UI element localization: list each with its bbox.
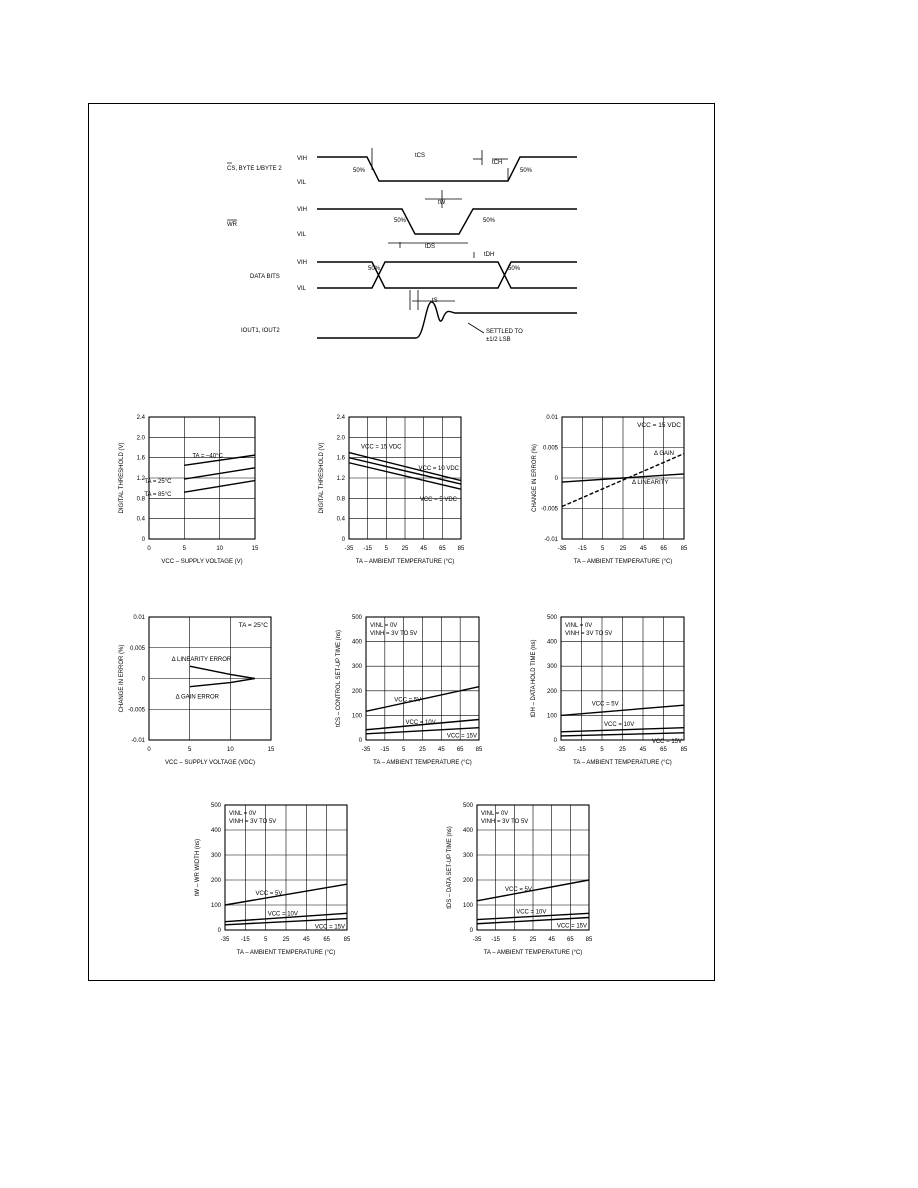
- x-axis-label: TA – AMBIENT TEMPERATURE (°C): [573, 559, 673, 565]
- y-tick-label: 0.8: [336, 496, 345, 503]
- x-tick-label: 85: [680, 747, 688, 753]
- x-tick-label: -15: [577, 747, 586, 753]
- chart-note-2: VINH = 3V TO 5V: [565, 631, 613, 637]
- x-tick-label: -15: [491, 937, 501, 943]
- series-label: VCC = 5 VDC: [419, 497, 457, 504]
- chart-note-1: VINL = 0V: [565, 623, 593, 629]
- series-label: VCC = 15V: [314, 924, 345, 931]
- chart-4: [119, 615, 275, 766]
- y-tick-label: 500: [351, 615, 362, 621]
- y-tick-label: 400: [546, 639, 557, 646]
- x-axis-label: TA – AMBIENT TEMPERATURE (°C): [573, 760, 672, 766]
- x-tick-label: -15: [240, 937, 250, 943]
- y-tick-label: 200: [546, 688, 557, 695]
- chart-8: [447, 803, 593, 956]
- x-tick-label: 45: [437, 747, 445, 753]
- y-tick-label: 1.2: [336, 476, 345, 482]
- x-tick-label: 15: [267, 747, 275, 753]
- series-label: VCC = 15V: [556, 923, 587, 930]
- y-tick-label: 100: [546, 713, 557, 720]
- y-tick-label: 1.6: [136, 455, 145, 462]
- wr-vil-label: VIL: [297, 232, 307, 238]
- tds-label: tDS: [425, 244, 436, 250]
- x-axis-label: TA – AMBIENT TEMPERATURE (°C): [355, 559, 455, 565]
- ts-label: tS: [432, 298, 438, 304]
- y-tick-label: 400: [351, 639, 362, 646]
- x-tick-label: -15: [577, 546, 587, 552]
- y-tick-label: 0: [141, 676, 145, 683]
- x-tick-label: 15: [251, 546, 259, 552]
- tdh-label: tDH: [484, 252, 495, 258]
- series-label: TA = 85°C: [144, 492, 172, 499]
- y-tick-label: 0: [554, 476, 558, 482]
- data-signal-label: DATA BITS: [250, 274, 280, 280]
- y-tick-label: 0.8: [136, 496, 145, 503]
- x-tick-label: 5: [187, 747, 192, 753]
- y-tick-label: 0.005: [542, 445, 558, 452]
- settled-label-1: SETTLED TO: [486, 329, 523, 335]
- x-tick-label: 25: [419, 747, 426, 753]
- y-tick-label: 300: [351, 664, 362, 671]
- chart-2: [319, 415, 465, 565]
- series-label: VCC = 15V: [446, 733, 477, 740]
- x-tick-label: 0: [147, 546, 151, 552]
- y-tick-label: -0.01: [544, 537, 558, 543]
- x-tick-label: 85: [585, 937, 593, 943]
- y-tick-label: 100: [462, 903, 473, 909]
- pct-label-3: 50%: [394, 218, 407, 224]
- x-tick-label: -35: [220, 937, 230, 943]
- x-tick-label: 65: [438, 546, 446, 552]
- x-tick-label: -35: [556, 747, 566, 753]
- y-tick-label: 0: [341, 537, 345, 543]
- chart-5: [336, 615, 483, 766]
- y-tick-label: 2.4: [336, 415, 345, 421]
- x-tick-label: 25: [282, 937, 290, 943]
- data-vil-label: VIL: [297, 286, 307, 292]
- y-axis-label: tDS – DATA SET-UP TIME (ns): [447, 826, 453, 909]
- y-tick-label: 0.4: [136, 516, 145, 523]
- y-axis-label: DIGITAL THRESHOLD (V): [119, 442, 125, 514]
- series-label: Δ GAIN: [654, 451, 675, 457]
- pct-label-1: 50%: [353, 168, 366, 174]
- wr-vih-label: VIH: [297, 207, 308, 213]
- y-tick-label: 0: [217, 928, 221, 934]
- settled-label-2: ±1/2 LSB: [486, 337, 511, 343]
- chart-title: TA = 25°C: [238, 622, 268, 629]
- x-axis-label: VCC – SUPPLY VOLTAGE (VDC): [165, 760, 255, 766]
- x-tick-label: 25: [401, 546, 409, 552]
- x-tick-label: -35: [344, 546, 354, 552]
- series-label: TA = 25°C: [144, 479, 172, 486]
- x-tick-label: 10: [226, 747, 234, 753]
- chart-note-1: VINL = 0V: [229, 811, 257, 817]
- x-tick-label: 85: [457, 546, 465, 552]
- x-tick-label: -15: [363, 546, 373, 552]
- y-axis-label: tW – WR WIDTH (ns): [195, 838, 201, 897]
- series-label: Δ GAIN ERROR: [175, 694, 220, 701]
- y-tick-label: 500: [210, 803, 221, 809]
- chart-note-2: VINH = 3V TO 5V: [370, 631, 418, 637]
- tch-label: tCH: [492, 160, 503, 166]
- chart-note-2: VINH = 3V TO 5V: [229, 819, 277, 825]
- x-tick-label: 45: [548, 937, 556, 943]
- x-tick-label: 85: [475, 747, 483, 753]
- x-axis-label: TA – AMBIENT TEMPERATURE (°C): [236, 950, 336, 956]
- y-tick-label: 0.01: [546, 415, 558, 421]
- tcs-label: tCS: [415, 153, 426, 159]
- y-axis-label: CHANGE IN ERROR (%): [532, 444, 538, 512]
- x-tick-label: 45: [639, 747, 647, 753]
- series-label: VCC = 5V: [505, 886, 532, 893]
- chart-title: VCC = 15 VDC: [637, 422, 681, 429]
- y-tick-label: 100: [351, 713, 362, 720]
- y-tick-label: 200: [462, 878, 473, 884]
- x-tick-label: 45: [420, 546, 428, 552]
- x-tick-label: 45: [639, 546, 647, 552]
- x-tick-label: 65: [566, 937, 574, 943]
- x-tick-label: 85: [343, 937, 351, 943]
- series-label: Δ LINEARITY ERROR: [171, 657, 232, 664]
- x-tick-label: 45: [302, 937, 310, 943]
- series-label: VCC = 5V: [394, 697, 422, 704]
- x-axis-label: TA – AMBIENT TEMPERATURE (°C): [483, 950, 583, 956]
- chart-note-1: VINL = 0V: [370, 623, 398, 629]
- y-tick-label: 2.0: [336, 435, 345, 442]
- chart-3: [532, 415, 688, 565]
- series-label: VCC = 5V: [255, 891, 283, 897]
- series-label: Δ LINEARITY: [632, 479, 669, 486]
- y-tick-label: 100: [210, 903, 221, 909]
- x-tick-label: 65: [323, 937, 331, 943]
- x-tick-label: 5: [384, 546, 389, 552]
- chart-note-2: VINH = 3V TO 5V: [481, 819, 529, 825]
- series-line: [190, 679, 255, 687]
- y-axis-label: tDH – DATA HOLD TIME (ns): [531, 639, 537, 718]
- cs-vih-label: VIH: [297, 156, 308, 162]
- y-tick-label: 2.0: [136, 435, 145, 442]
- y-tick-label: 0: [469, 928, 473, 934]
- x-tick-label: -35: [557, 546, 567, 552]
- chart-6: [531, 615, 688, 766]
- x-tick-label: 5: [182, 546, 187, 552]
- iout-signal-label: IOUT1, IOUT2: [241, 328, 280, 334]
- x-tick-label: 25: [619, 747, 626, 753]
- x-tick-label: 5: [600, 747, 604, 753]
- x-axis-label: TA – AMBIENT TEMPERATURE (°C): [373, 760, 472, 766]
- y-tick-label: 500: [546, 615, 557, 621]
- series-label: VCC = 15 VDC: [361, 444, 402, 451]
- y-tick-label: 500: [462, 803, 473, 809]
- series-label: TA = –40°C: [192, 453, 223, 460]
- tw-label: tW: [438, 200, 446, 206]
- x-tick-label: 85: [680, 546, 688, 552]
- y-tick-label: 0: [358, 738, 362, 744]
- y-tick-label: 300: [546, 664, 557, 671]
- y-tick-label: 0.005: [129, 645, 145, 652]
- y-tick-label: 2.4: [136, 415, 145, 421]
- x-tick-label: 5: [263, 937, 268, 943]
- pct-label-6: 50%: [508, 266, 521, 272]
- y-tick-label: 400: [210, 828, 221, 834]
- y-axis-label: tCS – CONTROL SET-UP TIME (ns): [336, 630, 342, 727]
- y-axis-label: DIGITAL THRESHOLD (V): [319, 442, 325, 514]
- x-tick-label: 5: [512, 937, 517, 943]
- y-tick-label: 300: [210, 853, 221, 859]
- y-tick-label: 200: [351, 688, 362, 695]
- x-tick-label: 10: [216, 546, 224, 552]
- x-tick-label: -15: [380, 747, 390, 753]
- y-tick-label: 1.2: [136, 476, 145, 482]
- y-tick-label: 200: [210, 878, 221, 884]
- series-label: VCC = 10V: [267, 911, 298, 918]
- x-tick-label: 25: [529, 937, 537, 943]
- y-tick-label: 400: [462, 828, 473, 834]
- x-tick-label: -35: [361, 747, 371, 753]
- series-label: VCC = 10V: [405, 719, 436, 726]
- y-axis-label: CHANGE IN ERROR (%): [119, 644, 125, 713]
- y-tick-label: 0.01: [133, 615, 145, 621]
- x-tick-label: 25: [619, 546, 627, 552]
- y-tick-label: -0.005: [127, 707, 145, 714]
- chart-note-1: VINL = 0V: [481, 811, 509, 817]
- chart-1: [119, 415, 259, 565]
- x-tick-label: 5: [600, 546, 605, 552]
- data-vih-label: VIH: [297, 260, 308, 266]
- chart-7: [195, 803, 351, 956]
- cs-vil-label: VIL: [297, 180, 307, 186]
- x-tick-label: -35: [472, 937, 482, 943]
- series-line: [190, 666, 255, 678]
- y-tick-label: 0.4: [336, 516, 345, 523]
- x-tick-label: 0: [147, 747, 151, 753]
- wr-signal-label: WR: [227, 222, 237, 228]
- y-tick-label: 0: [141, 537, 145, 543]
- y-tick-label: 300: [462, 853, 473, 859]
- y-tick-label: 1.6: [336, 455, 345, 462]
- x-tick-label: 65: [660, 747, 667, 753]
- series-label: VCC = 10 VDC: [418, 466, 459, 473]
- x-tick-label: 5: [401, 747, 406, 753]
- x-tick-label: 65: [456, 747, 464, 753]
- series-label: VCC = 15V: [651, 738, 682, 745]
- series-label: VCC = 10V: [604, 721, 635, 728]
- y-tick-label: 0: [553, 738, 557, 744]
- x-axis-label: VCC – SUPPLY VOLTAGE (V): [161, 559, 243, 565]
- pct-label-2: 50%: [520, 168, 533, 174]
- pct-label-5: 50%: [368, 266, 381, 272]
- series-label: VCC = 5V: [591, 701, 619, 708]
- series-label: VCC = 10V: [516, 909, 547, 916]
- cs-signal-label: CS, BYTE 1/BYTE 2: [227, 166, 282, 172]
- y-tick-label: -0.01: [131, 738, 145, 744]
- x-tick-label: 65: [660, 546, 668, 552]
- y-tick-label: -0.005: [540, 506, 558, 513]
- pct-label-4: 50%: [483, 218, 496, 224]
